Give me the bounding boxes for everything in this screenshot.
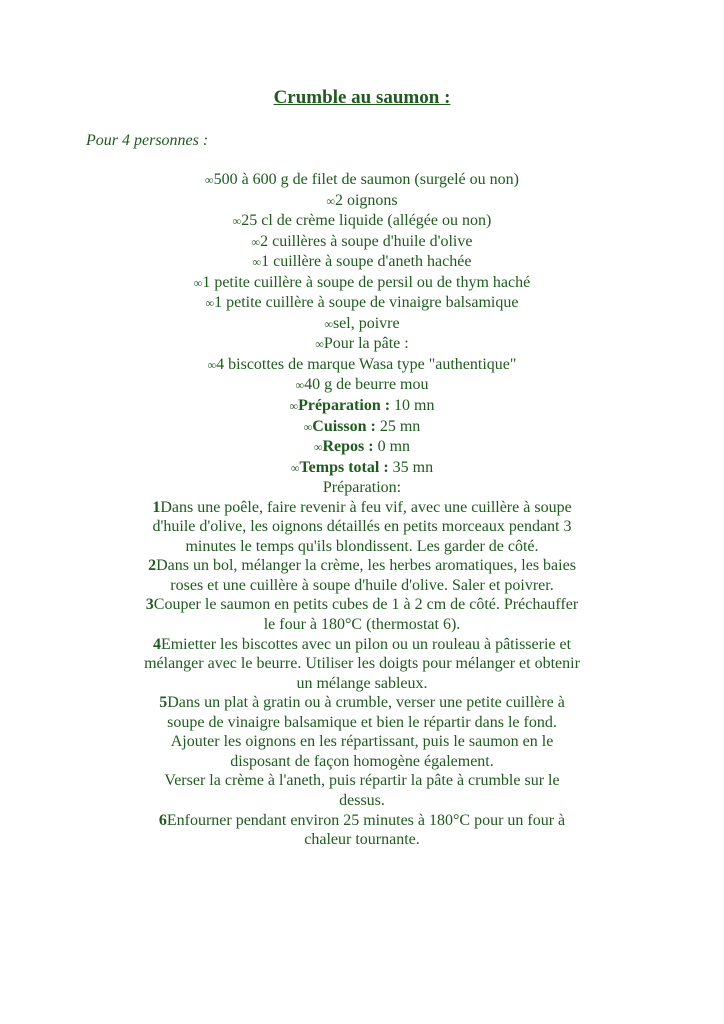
bullet-icon: ∞ [324,316,333,331]
bullet-icon: ∞ [251,234,261,249]
time-item-preparation: ∞Préparation : 10 mn [289,397,435,415]
step-text: Enfourner pendant environ 25 minutes à 180°C pour un four à chaleur tournante. [166,811,566,849]
bullet-icon: ∞ [290,460,300,475]
step-4 [140,635,584,694]
bullet-icon: ∞ [313,440,323,455]
ingredient-item: ∞1 cuillère à soupe d'aneth hachée [252,253,472,271]
step-text: Dans une poêle, faire revenir à feu vif, avec une cuillère à soupe d'huile d'olive, les oignons détaillés en petits morceaux pendant 3 minutes le temps qu'ils blondissent. Les garder de côté. [152,498,572,555]
step-number: 4 [152,635,161,653]
ingredient-item: ∞2 oignons [326,191,398,209]
bullet-icon: ∞ [303,419,313,434]
step-1 [140,498,584,557]
step-text: Dans un bol, mélanger la crème, les herbes aromatiques, les baies roses et une cuillère à soupe d'huile d'olive. Saler et poivrer. [156,557,576,594]
step-2 [140,556,584,595]
step-number: 2 [148,557,157,575]
bullet-icon: ∞ [207,357,217,372]
step-text: Couper le saumon en petits cubes de 1 à 2 cm de côté. Préchauffer le four à 180°C (thermostat 6). [153,596,579,634]
servings-label: Pour 4 personnes : [86,132,209,149]
ingredient-item: ∞sel, poivre [324,314,400,332]
step-number: 5 [159,694,168,712]
step-6 [140,811,584,850]
time-item-cooking: ∞Cuisson : 25 mn [303,417,421,435]
time-item-rest: ∞Repos : 0 mn [313,438,411,456]
ingredient-item: ∞25 cl de crème liquide (allégée ou non) [232,212,492,230]
step-5 [140,693,584,732]
step-3 [140,595,584,634]
step-text: Emietter les biscottes avec un pilon ou un rouleau à pâtisserie et mélanger avec le beurre. Utiliser les doigts pour mélanger et obtenir un mélange sableux. [144,635,580,692]
step-number: 1 [152,498,161,516]
ingredient-item: ∞500 à 600 g de filet de saumon (surgelé ou non) [205,171,519,188]
recipe-body [140,170,584,850]
page-title: Crumble au saumon : [273,87,451,108]
ingredient-item: ∞1 petite cuillère à soupe de vinaigre balsamique [205,294,519,312]
ingredient-item: ∞4 biscottes de marque Wasa type "authentique" [207,355,517,373]
step-text: Dans un plat à gratin ou à crumble, verser une petite cuillère à soupe de vinaigre balsamique et bien le répartir dans le fond. [167,694,565,731]
bullet-icon: ∞ [193,275,203,290]
bullet-icon: ∞ [205,173,214,187]
ingredient-item: ∞1 petite cuillère à soupe de persil ou de thym haché [193,273,531,291]
step-5-continued-1: Ajouter les oignons en les répartissant, puis le saumon en le disposant de façon homogène également. [170,733,554,770]
step-number: 6 [158,811,167,829]
bullet-icon: ∞ [252,255,262,270]
bullet-icon: ∞ [289,399,299,414]
bullet-icon: ∞ [205,296,215,311]
time-item-total: ∞Temps total : 35 mn [290,458,434,476]
ingredient-item: ∞40 g de beurre mou [295,376,429,394]
ingredient-item: ∞2 cuillères à soupe d'huile d'olive [251,232,473,250]
step-number: 3 [145,596,154,614]
bullet-icon: ∞ [232,214,242,229]
preparation-heading: Préparation: [322,479,402,497]
bullet-icon: ∞ [295,378,305,393]
ingredient-item: ∞Pour la pâte : [315,335,409,353]
bullet-icon: ∞ [326,193,335,208]
bullet-icon: ∞ [315,337,324,352]
step-5-continued-2: Verser la crème à l'aneth, puis répartir la pâte à crumble sur le dessus. [164,772,560,809]
